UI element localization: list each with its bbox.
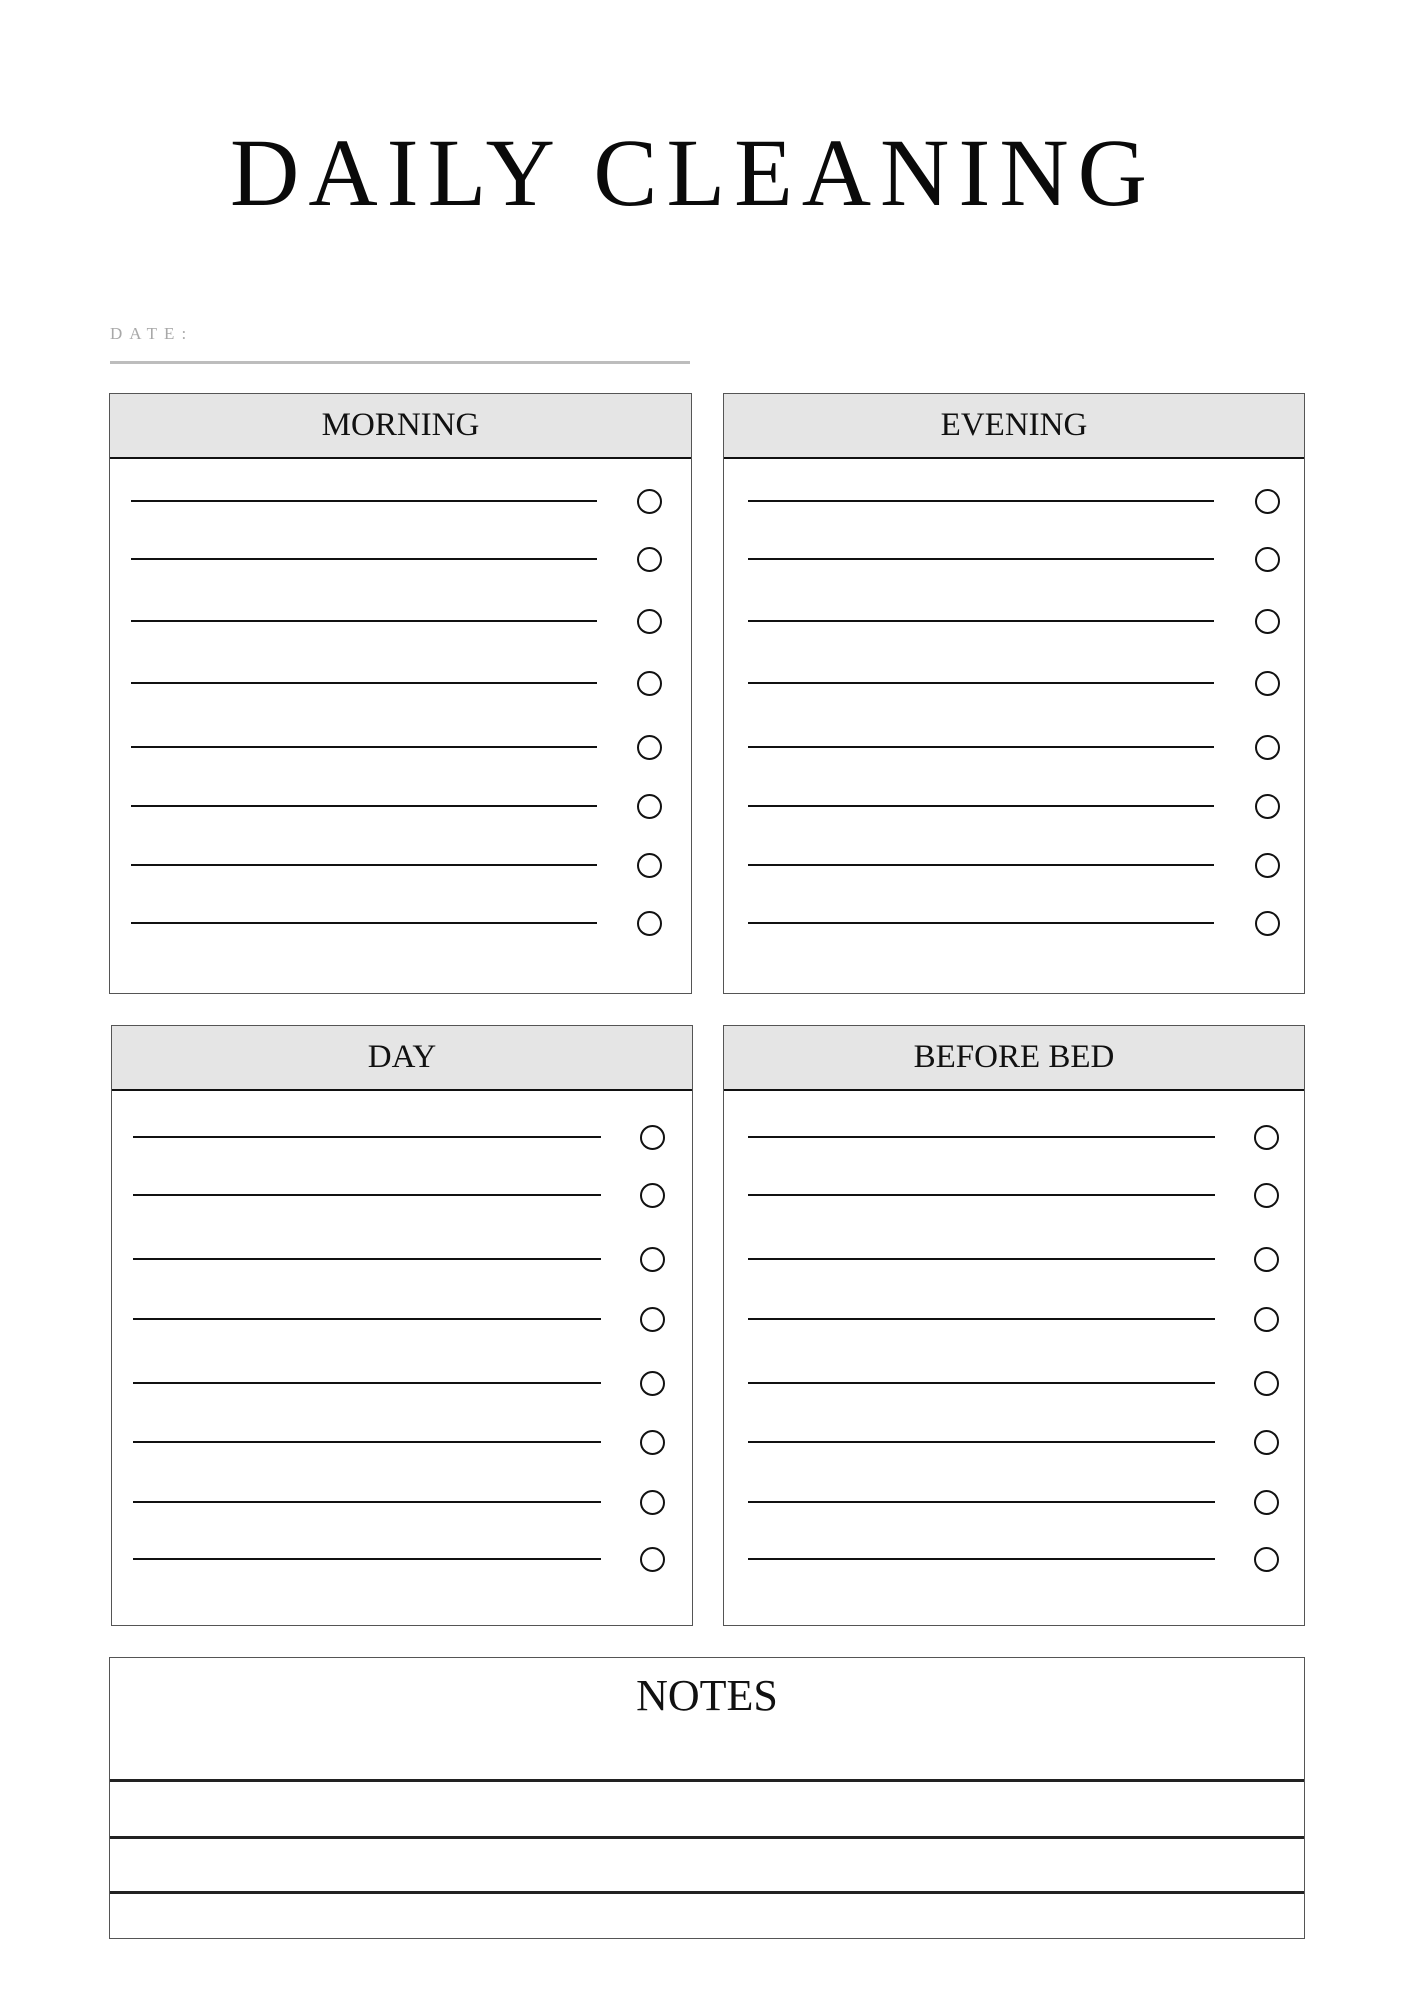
checkbox-circle-icon[interactable] xyxy=(1254,1307,1279,1332)
task-line[interactable] xyxy=(748,1194,1215,1196)
checkbox-circle-icon[interactable] xyxy=(637,794,662,819)
task-row xyxy=(724,908,1304,938)
task-row xyxy=(724,1304,1304,1334)
task-row xyxy=(724,1244,1304,1274)
task-line[interactable] xyxy=(131,558,597,560)
task-row xyxy=(724,1368,1304,1398)
task-row xyxy=(110,908,691,938)
task-line[interactable] xyxy=(131,620,597,622)
task-line[interactable] xyxy=(748,1318,1215,1320)
section-evening xyxy=(723,393,1305,994)
task-line[interactable] xyxy=(748,1382,1215,1384)
task-row xyxy=(724,486,1304,516)
task-row xyxy=(112,1304,692,1334)
checkbox-circle-icon[interactable] xyxy=(1255,547,1280,572)
task-line[interactable] xyxy=(748,682,1214,684)
task-line[interactable] xyxy=(748,1136,1215,1138)
notes-title: NOTES xyxy=(636,1671,778,1720)
task-row xyxy=(724,606,1304,636)
task-line[interactable] xyxy=(133,1382,601,1384)
task-line[interactable] xyxy=(748,500,1214,502)
task-line[interactable] xyxy=(133,1558,601,1560)
date-label: DATE: xyxy=(110,324,194,343)
checkbox-circle-icon[interactable] xyxy=(1255,609,1280,634)
task-line[interactable] xyxy=(748,805,1214,807)
checkbox-circle-icon[interactable] xyxy=(1255,735,1280,760)
task-row xyxy=(112,1544,692,1574)
task-line[interactable] xyxy=(131,500,597,502)
checkbox-circle-icon[interactable] xyxy=(1254,1547,1279,1572)
task-row xyxy=(724,668,1304,698)
checkbox-circle-icon[interactable] xyxy=(1255,671,1280,696)
task-line[interactable] xyxy=(748,922,1214,924)
section-header-morning: MORNING xyxy=(110,394,691,459)
task-line[interactable] xyxy=(748,558,1214,560)
checkbox-circle-icon[interactable] xyxy=(640,1490,665,1515)
checkbox-circle-icon[interactable] xyxy=(637,735,662,760)
checkbox-circle-icon[interactable] xyxy=(640,1307,665,1332)
date-input-line[interactable] xyxy=(110,361,690,364)
checkbox-circle-icon[interactable] xyxy=(637,547,662,572)
task-row xyxy=(110,544,691,574)
task-row xyxy=(110,850,691,880)
task-row xyxy=(724,1544,1304,1574)
task-line[interactable] xyxy=(133,1258,601,1260)
task-line[interactable] xyxy=(131,805,597,807)
notes-line[interactable] xyxy=(110,1779,1304,1782)
task-line[interactable] xyxy=(131,922,597,924)
task-row xyxy=(112,1368,692,1398)
checkbox-circle-icon[interactable] xyxy=(1254,1125,1279,1150)
task-row xyxy=(112,1180,692,1210)
task-row xyxy=(112,1122,692,1152)
section-header-before-bed: BEFORE BED xyxy=(724,1026,1304,1091)
task-line[interactable] xyxy=(748,1558,1215,1560)
task-row xyxy=(110,486,691,516)
task-line[interactable] xyxy=(133,1136,601,1138)
task-row xyxy=(724,1122,1304,1152)
task-line[interactable] xyxy=(133,1501,601,1503)
task-row xyxy=(724,732,1304,762)
checkbox-circle-icon[interactable] xyxy=(640,1430,665,1455)
task-row xyxy=(724,1180,1304,1210)
task-row xyxy=(112,1244,692,1274)
section-header-evening: EVENING xyxy=(724,394,1304,459)
task-line[interactable] xyxy=(748,620,1214,622)
notes-section xyxy=(109,1657,1305,1939)
section-day xyxy=(111,1025,693,1626)
checkbox-circle-icon[interactable] xyxy=(637,489,662,514)
task-line[interactable] xyxy=(748,746,1214,748)
task-line[interactable] xyxy=(133,1441,601,1443)
checkbox-circle-icon[interactable] xyxy=(1255,489,1280,514)
notes-line[interactable] xyxy=(110,1891,1304,1894)
section-morning xyxy=(109,393,692,994)
task-row xyxy=(110,791,691,821)
checkbox-circle-icon[interactable] xyxy=(1254,1371,1279,1396)
checkbox-circle-icon[interactable] xyxy=(1254,1183,1279,1208)
task-row xyxy=(724,1427,1304,1457)
task-line[interactable] xyxy=(131,864,597,866)
task-line[interactable] xyxy=(133,1194,601,1196)
task-row xyxy=(112,1427,692,1457)
section-before-bed xyxy=(723,1025,1305,1626)
checkbox-circle-icon[interactable] xyxy=(637,609,662,634)
task-line[interactable] xyxy=(748,1501,1215,1503)
task-row xyxy=(724,544,1304,574)
task-line[interactable] xyxy=(131,682,597,684)
notes-line[interactable] xyxy=(110,1836,1304,1839)
checkbox-circle-icon[interactable] xyxy=(640,1183,665,1208)
checkbox-circle-icon[interactable] xyxy=(640,1247,665,1272)
checkbox-circle-icon[interactable] xyxy=(637,853,662,878)
checkbox-circle-icon[interactable] xyxy=(1254,1247,1279,1272)
task-row xyxy=(112,1487,692,1517)
task-line[interactable] xyxy=(748,1258,1215,1260)
checkbox-circle-icon[interactable] xyxy=(1254,1430,1279,1455)
checkbox-circle-icon[interactable] xyxy=(637,911,662,936)
checkbox-circle-icon[interactable] xyxy=(640,1125,665,1150)
task-row xyxy=(724,850,1304,880)
task-row xyxy=(110,732,691,762)
task-row xyxy=(724,1487,1304,1517)
checkbox-circle-icon[interactable] xyxy=(1255,911,1280,936)
task-row xyxy=(110,606,691,636)
task-line[interactable] xyxy=(133,1318,601,1320)
task-row xyxy=(724,791,1304,821)
section-header-day: DAY xyxy=(112,1026,692,1091)
checkbox-circle-icon[interactable] xyxy=(1254,1490,1279,1515)
task-row xyxy=(110,668,691,698)
task-line[interactable] xyxy=(131,746,597,748)
checkbox-circle-icon[interactable] xyxy=(640,1547,665,1572)
task-line[interactable] xyxy=(748,864,1214,866)
checkbox-circle-icon[interactable] xyxy=(640,1371,665,1396)
task-line[interactable] xyxy=(748,1441,1215,1443)
checkbox-circle-icon[interactable] xyxy=(1255,794,1280,819)
page-title: DAILY CLEANING xyxy=(229,119,1156,226)
checkbox-circle-icon[interactable] xyxy=(1255,853,1280,878)
checkbox-circle-icon[interactable] xyxy=(637,671,662,696)
